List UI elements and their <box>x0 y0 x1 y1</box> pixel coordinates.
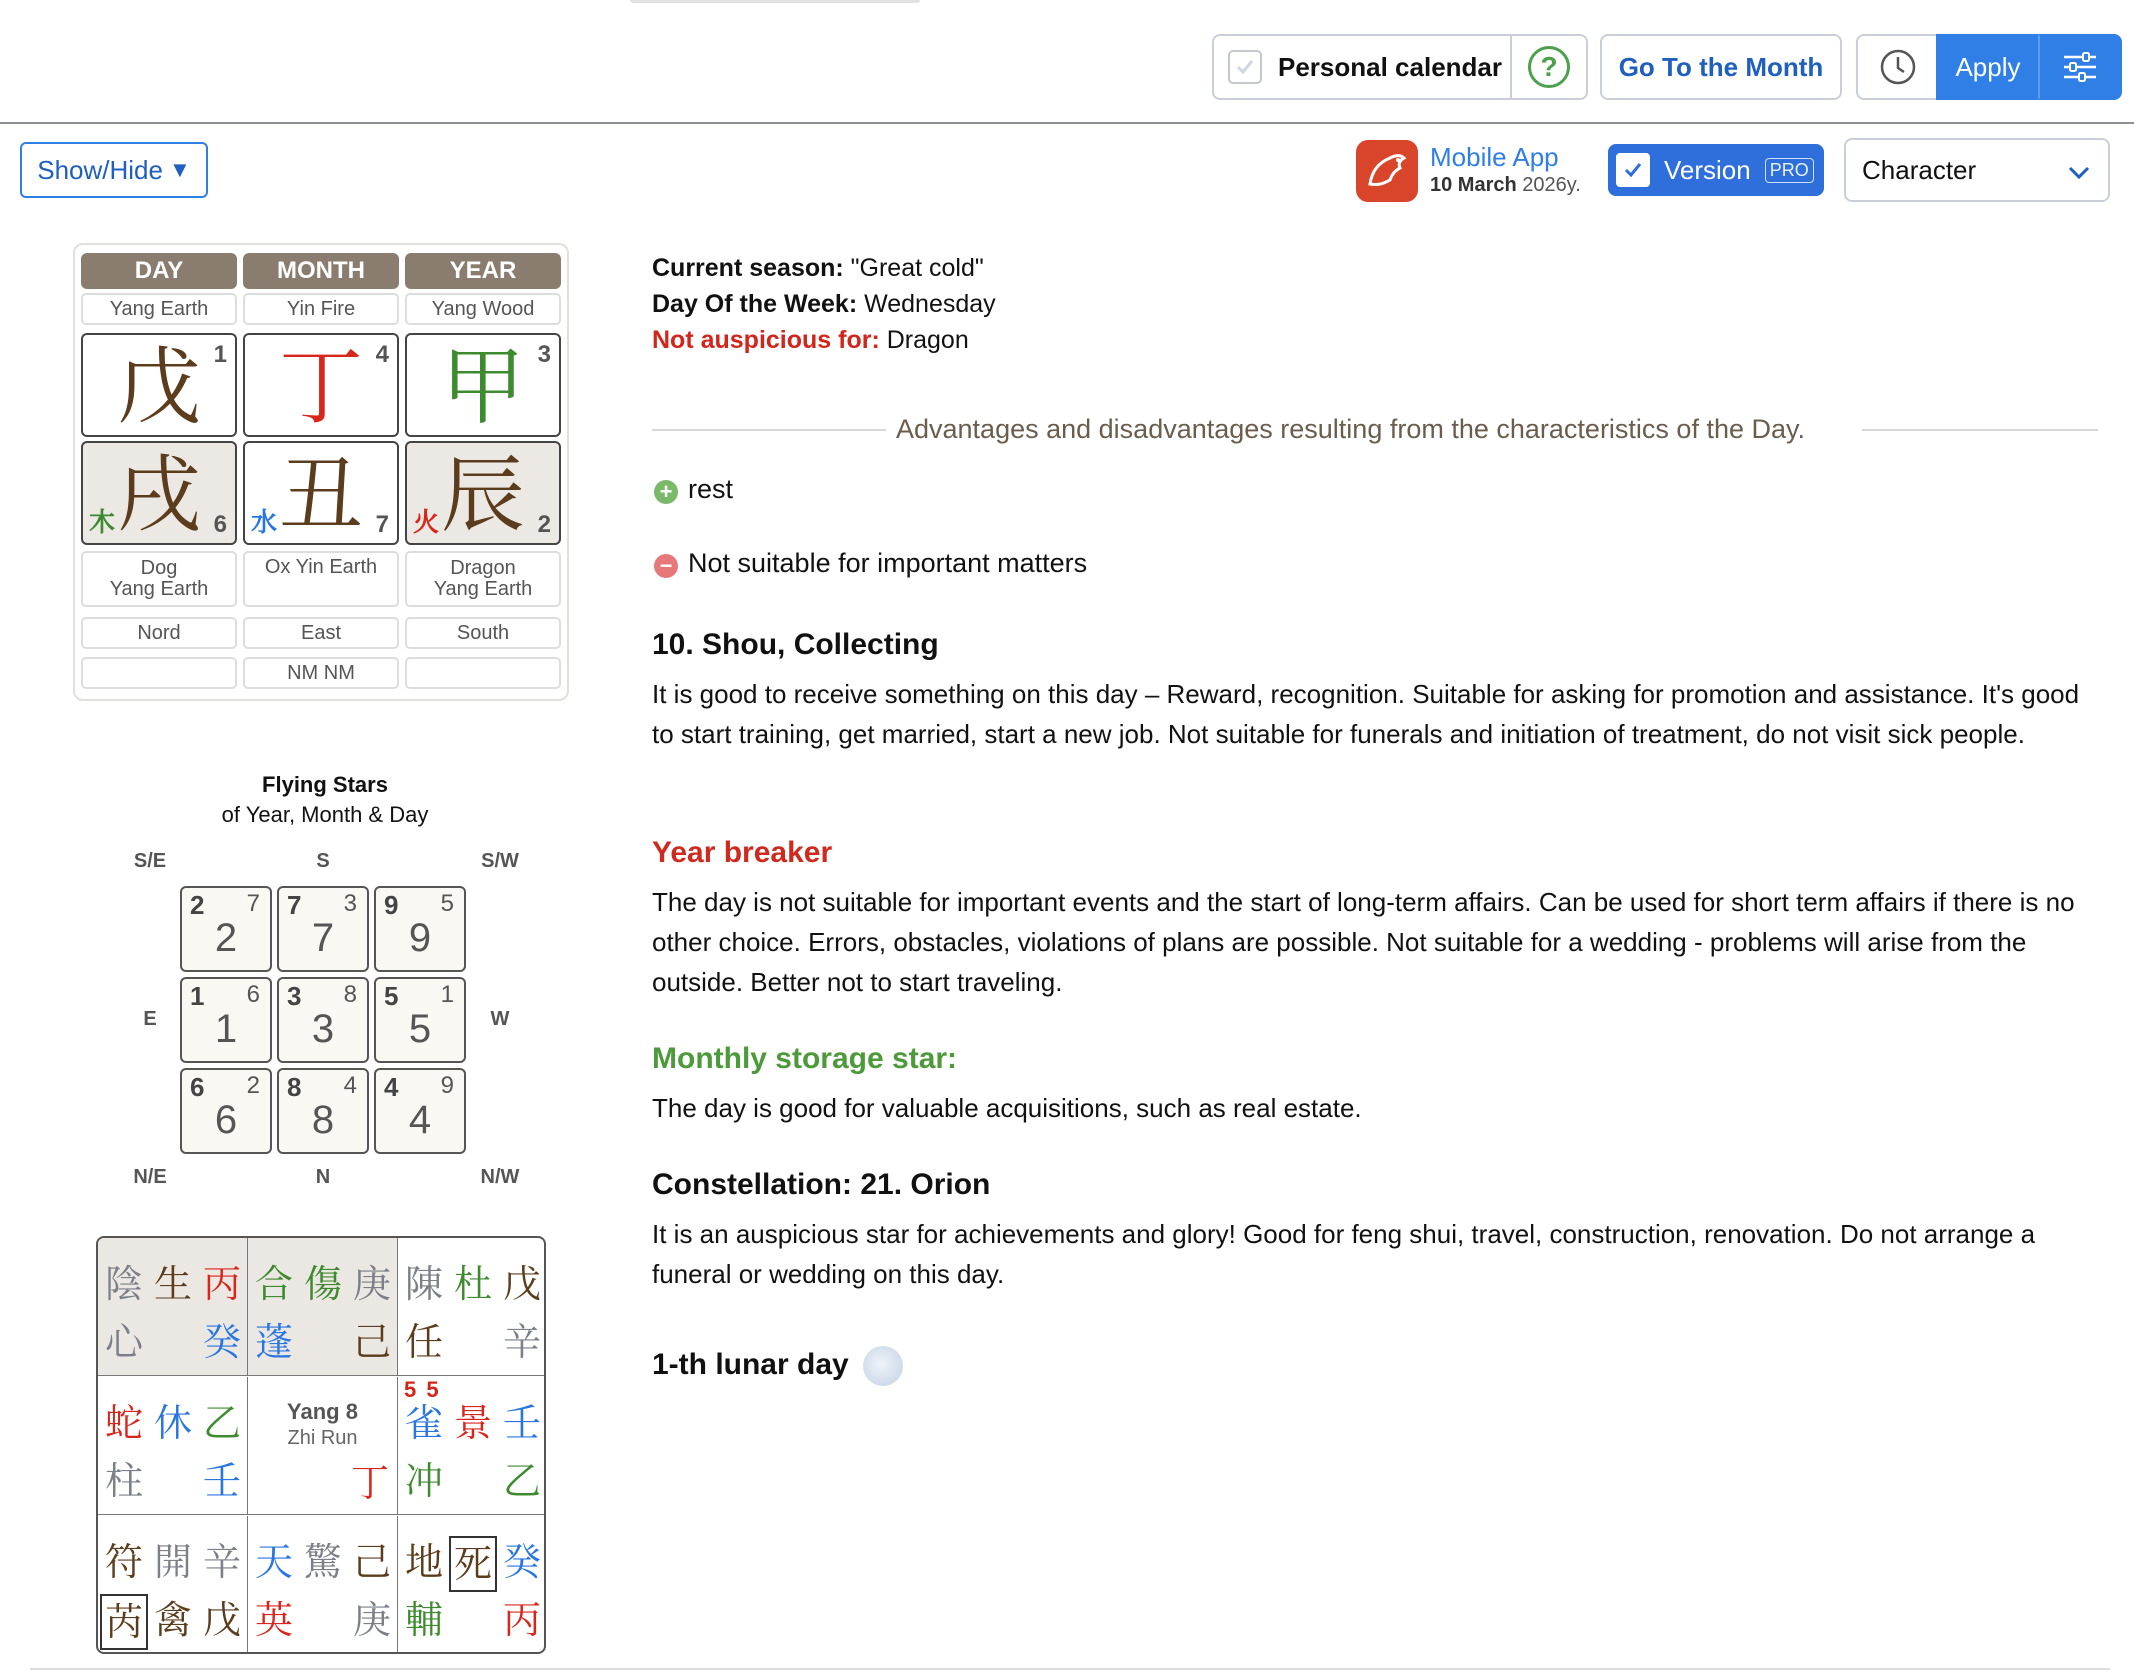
year-breaker-text: The day is not suitable for important events and the start of long-term affairs. Can be used for short term affairs if there is no other choice. Errors, obstacles, violations of plans are possible. Not suitable for a wedding - problems will arise from the outside. Better not to start traveling. <box>652 887 2075 997</box>
qimen-glyph: 乙 <box>502 1459 541 1503</box>
qimen-glyph: 庚 <box>352 1598 391 1642</box>
qimen-glyph: 生 <box>153 1262 192 1306</box>
settings-button[interactable] <box>2038 34 2122 100</box>
qimen-glyph: 柱 <box>104 1459 143 1503</box>
personal-calendar-toggle[interactable] <box>1212 34 1512 100</box>
qimen-glyph: 戊 <box>502 1262 541 1306</box>
dir-w: W <box>490 1008 510 1030</box>
sliders-icon <box>2061 50 2099 84</box>
branch-number: 2 <box>537 511 551 538</box>
year-star: 1 <box>190 981 205 1011</box>
flying-star-cell[interactable] <box>180 977 272 1063</box>
animal-line: Yang Earth <box>109 578 209 600</box>
dow-value: Wednesday <box>857 290 996 318</box>
qimen-glyph: 辛 <box>202 1540 241 1584</box>
qimen-glyph: 雀 <box>404 1401 443 1445</box>
year-star: 5 <box>384 981 399 1011</box>
minus-icon: − <box>654 554 678 578</box>
branch-number: 6 <box>213 511 227 538</box>
qimen-glyph: 庚 <box>352 1262 391 1306</box>
month-star: 2 <box>246 1072 260 1099</box>
animal-line: Ox Yin Earth <box>264 556 378 578</box>
year-star: 4 <box>384 1072 399 1102</box>
qimen-cell[interactable] <box>248 1516 398 1654</box>
day-star: 8 <box>311 1098 335 1142</box>
qimen-glyph: 戊 <box>202 1598 241 1642</box>
triangle-down-icon: ▼ <box>168 157 191 182</box>
day-star: 7 <box>311 916 335 960</box>
disadvantage-text: Not suitable for important matters <box>688 548 1088 578</box>
flying-star-cell[interactable] <box>180 1068 272 1154</box>
animal-line: Dog <box>140 557 178 579</box>
apply-button[interactable]: Apply <box>1936 34 2040 100</box>
qimen-chart <box>96 1236 546 1654</box>
flying-star-cell[interactable] <box>277 977 369 1063</box>
plus-icon: + <box>654 480 678 504</box>
qimen-glyph: 開 <box>153 1540 192 1584</box>
flying-star-cell[interactable] <box>374 1068 466 1154</box>
personal-calendar-label: Personal calendar <box>1278 51 1502 82</box>
advantage-text: rest <box>688 474 734 504</box>
stem-char: 戊 <box>116 338 201 436</box>
qimen-glyph: 休 <box>153 1401 192 1445</box>
branch-box-month[interactable] <box>243 441 399 545</box>
qimen-center-title: Yang 8 <box>287 1399 358 1424</box>
qimen-glyph: 驚 <box>303 1540 342 1584</box>
moon-icon <box>863 1346 903 1386</box>
day-star: 2 <box>214 916 238 960</box>
qimen-glyph: 癸 <box>502 1540 541 1584</box>
stem-number: 3 <box>537 341 551 368</box>
branch-element: 木 <box>89 507 116 537</box>
qimen-center-cell[interactable] <box>248 1377 398 1515</box>
flying-star-cell[interactable] <box>180 886 272 972</box>
stem-box-year[interactable] <box>405 333 561 437</box>
qimen-glyph: 冲 <box>404 1459 443 1503</box>
animal-label-month <box>243 551 399 607</box>
qimen-glyph: 壬 <box>202 1459 241 1503</box>
dir-e: E <box>143 1008 157 1030</box>
branch-element: 水 <box>251 507 278 537</box>
qimen-center-char: 丁 <box>350 1461 389 1505</box>
qimen-glyph: 己 <box>352 1540 391 1584</box>
branch-char: 辰 <box>440 446 525 544</box>
animal-label-day <box>81 551 237 607</box>
qimen-glyph: 己 <box>352 1320 391 1364</box>
qimen-glyph: 死 <box>449 1536 497 1592</box>
qimen-small-numbers: 5 5 <box>404 1377 441 1402</box>
year-star: 6 <box>190 1072 205 1102</box>
dir-n: N <box>315 1166 331 1188</box>
qimen-glyph: 蓬 <box>254 1320 293 1364</box>
branch-char: 戌 <box>116 446 201 544</box>
qimen-cell[interactable] <box>398 1238 546 1376</box>
direction-label-day: Nord <box>81 617 237 649</box>
year-star: 7 <box>287 890 302 920</box>
branch-char: 丑 <box>278 446 363 544</box>
qimen-glyph: 輔 <box>404 1598 443 1642</box>
history-button[interactable] <box>1856 34 1938 100</box>
not-auspicious-value: Dragon <box>879 326 969 354</box>
stem-label-month: Yin Fire <box>243 293 399 325</box>
qimen-glyph: 壬 <box>502 1401 541 1445</box>
version-label: Version <box>1664 154 1751 185</box>
month-star: 4 <box>343 1072 357 1099</box>
animal-label-year <box>405 551 561 607</box>
animal-line: Dragon <box>450 557 516 579</box>
year-star: 8 <box>287 1072 302 1102</box>
dir-nw: N/W <box>480 1166 520 1188</box>
season-value: "Great cold" <box>843 254 984 282</box>
stem-char: 丁 <box>278 338 363 436</box>
lunar-day-line <box>652 1346 903 1386</box>
month-star: 5 <box>440 890 454 917</box>
show-hide-button[interactable] <box>20 142 208 198</box>
branch-box-day[interactable] <box>81 441 237 545</box>
day-star: 1 <box>214 1007 238 1051</box>
horse-logo-icon <box>1356 140 1418 202</box>
current-date-bold: 10 March <box>1430 174 1517 196</box>
month-star: 3 <box>343 890 357 917</box>
month-star: 8 <box>343 981 357 1008</box>
flying-star-cell[interactable] <box>374 977 466 1063</box>
tab-stub <box>630 0 920 3</box>
qimen-glyph: 丙 <box>202 1262 241 1306</box>
qimen-glyph: 丙 <box>502 1598 541 1642</box>
chevron-down-icon <box>2064 158 2094 188</box>
constellation-title: Constellation: 21. Orion <box>652 1168 991 1201</box>
year-star: 2 <box>190 890 205 920</box>
divider-left <box>652 429 886 431</box>
qimen-center-subtitle: Zhi Run <box>287 1427 358 1449</box>
shou-text: It is good to receive something on this day – Reward, recognition. Suitable for asking for promotion and assistance. It's good to start training, get married, start a new job. Not suitable for funerals and initiation of treatment, do not visit sick people. <box>652 679 2080 749</box>
flying-star-cell[interactable] <box>374 886 466 972</box>
qimen-cell[interactable] <box>398 1377 546 1515</box>
character-select-value: Character <box>1862 154 1977 185</box>
qimen-glyph: 癸 <box>202 1320 241 1364</box>
question-icon: ? <box>1528 46 1570 88</box>
branch-box-year[interactable] <box>405 441 561 545</box>
month-star: 6 <box>246 981 260 1008</box>
day-star: 6 <box>214 1098 238 1142</box>
lunar-day-title: 1-th lunar day <box>652 1347 849 1381</box>
dir-sw: S/W <box>481 850 519 872</box>
qimen-cell[interactable] <box>398 1516 546 1654</box>
qimen-glyph: 乙 <box>202 1401 241 1445</box>
qimen-glyph: 杜 <box>453 1262 492 1306</box>
qimen-glyph: 地 <box>404 1540 443 1584</box>
not-auspicious-label: Not auspicious for: <box>652 326 880 354</box>
day-star: 9 <box>408 916 432 960</box>
qimen-glyph: 禽 <box>153 1598 192 1642</box>
top-toolbar <box>0 0 2134 124</box>
qimen-glyph: 陰 <box>104 1262 143 1306</box>
qimen-cell[interactable] <box>248 1238 398 1376</box>
qimen-glyph: 任 <box>404 1320 443 1364</box>
branch-number: 7 <box>375 511 389 538</box>
qimen-glyph: 景 <box>453 1401 492 1445</box>
pillar-header-year: YEAR <box>405 253 561 289</box>
stem-char: 甲 <box>440 338 525 436</box>
qimen-glyph: 心 <box>104 1320 143 1364</box>
day-star: 5 <box>408 1007 432 1051</box>
go-to-month-button[interactable]: Go To the Month <box>1600 34 1842 100</box>
stem-box-month[interactable] <box>243 333 399 437</box>
help-button[interactable] <box>1510 34 1588 100</box>
stem-label-year: Yang Wood <box>405 293 561 325</box>
day-of-week-line <box>652 290 996 319</box>
shou-title: 10. Shou, Collecting <box>652 628 939 661</box>
mobile-app-link[interactable]: Mobile App <box>1430 142 1559 172</box>
stem-box-day[interactable] <box>81 333 237 437</box>
year-star: 3 <box>287 981 302 1011</box>
month-star: 9 <box>440 1072 454 1099</box>
day-star: 3 <box>311 1007 335 1051</box>
clock-icon <box>1879 48 1917 86</box>
month-star: 1 <box>440 981 454 1008</box>
extra-label-year <box>405 657 561 689</box>
bottom-divider <box>30 1668 2110 1670</box>
storage-star-text: The day is good for valuable acquisitions, such as real estate. <box>652 1093 1362 1123</box>
current-date <box>1430 174 1581 197</box>
flying-star-cell[interactable] <box>277 886 369 972</box>
stem-number: 1 <box>213 341 227 368</box>
version-checkbox[interactable] <box>1616 153 1650 187</box>
qimen-cell[interactable] <box>98 1516 248 1654</box>
version-toggle[interactable] <box>1608 144 1824 196</box>
four-pillars-panel <box>73 243 569 701</box>
day-star: 4 <box>408 1098 432 1142</box>
flying-stars-title: Flying Stars <box>262 772 388 797</box>
storage-star-title: Monthly storage star: <box>652 1042 958 1075</box>
direction-label-year: South <box>405 617 561 649</box>
flying-stars-subtitle: of Year, Month & Day <box>221 802 429 827</box>
year-star: 9 <box>384 890 399 920</box>
dir-ne: N/E <box>133 1166 167 1188</box>
not-auspicious-line <box>652 326 969 355</box>
divider-right <box>1862 429 2098 431</box>
qimen-glyph: 芮 <box>100 1594 148 1650</box>
qimen-cell[interactable] <box>98 1238 248 1376</box>
qimen-glyph: 符 <box>104 1540 143 1584</box>
character-select[interactable] <box>1844 138 2110 202</box>
mobile-app-icon[interactable] <box>1356 140 1418 202</box>
personal-calendar-checkbox[interactable] <box>1228 50 1262 84</box>
advantages-heading: Advantages and disadvantages resulting from the characteristics of the Day. <box>896 414 1805 444</box>
pillar-header-day: DAY <box>81 253 237 289</box>
qimen-glyph: 辛 <box>502 1320 541 1364</box>
year-breaker-title: Year breaker <box>652 836 833 869</box>
constellation-text: It is an auspicious star for achievements and glory! Good for feng shui, travel, construction, renovation. Do not arrange a funeral or wedding on this day. <box>652 1219 2036 1289</box>
show-hide-label: Show/Hide <box>37 154 163 185</box>
stem-number: 4 <box>375 341 389 368</box>
qimen-cell[interactable] <box>98 1377 248 1515</box>
animal-line: Yang Earth <box>433 578 533 600</box>
check-icon <box>1234 56 1256 78</box>
dow-label: Day Of the Week: <box>652 290 858 318</box>
dir-s: S <box>316 850 330 872</box>
extra-label-month: NM NM <box>243 657 399 689</box>
check-icon <box>1622 159 1644 181</box>
qimen-glyph: 陳 <box>404 1262 443 1306</box>
season-line <box>652 254 984 283</box>
qimen-glyph: 天 <box>254 1540 293 1584</box>
current-date-year: 2026y. <box>1516 174 1581 196</box>
qimen-glyph: 傷 <box>303 1262 342 1306</box>
season-label: Current season: <box>652 254 844 282</box>
pro-badge: PRO <box>1765 158 1814 183</box>
extra-label-day <box>81 657 237 689</box>
direction-label-month: East <box>243 617 399 649</box>
flying-star-cell[interactable] <box>277 1068 369 1154</box>
dir-se: S/E <box>133 850 167 872</box>
qimen-glyph: 合 <box>254 1262 293 1306</box>
branch-element: 火 <box>413 507 440 537</box>
pillar-header-month: MONTH <box>243 253 399 289</box>
month-star: 7 <box>246 890 260 917</box>
qimen-glyph: 蛇 <box>104 1401 143 1445</box>
qimen-glyph: 英 <box>254 1598 293 1642</box>
stem-label-day: Yang Earth <box>81 293 237 325</box>
